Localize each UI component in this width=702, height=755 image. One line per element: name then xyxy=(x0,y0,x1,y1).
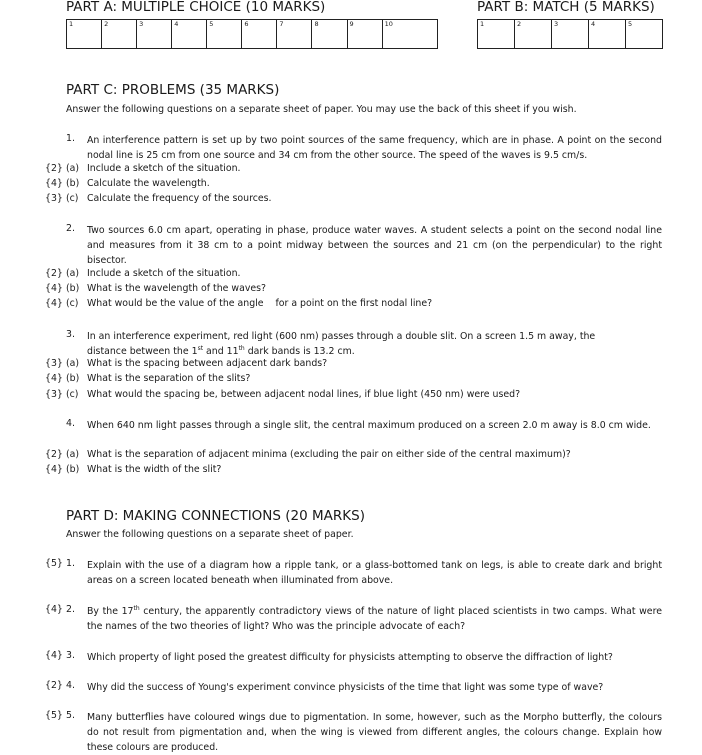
question-text-segment: distance between the 1 xyxy=(87,346,198,357)
question-text xyxy=(87,329,662,359)
marks-badge: {2} xyxy=(45,268,63,279)
answer-box[interactable]: 4 xyxy=(589,20,626,49)
marks-badge: {4} xyxy=(45,373,63,384)
answer-box[interactable]: 4 xyxy=(172,20,207,49)
question-text-segment: dark bands is 13.2 cm. xyxy=(244,346,355,357)
answer-box[interactable]: 3 xyxy=(552,20,589,49)
part-b-title: PART B: MATCH (5 MARKS) xyxy=(477,0,655,15)
sub-question-text: Include a sketch of the situation. xyxy=(87,163,241,174)
sub-question-text: What is the separation of the slits? xyxy=(87,373,251,384)
part-a-answer-grid xyxy=(66,19,438,49)
sub-letter: (b) xyxy=(66,464,80,475)
marks-badge: {2} xyxy=(45,680,63,691)
marks-badge: {4} xyxy=(45,464,63,475)
question-text-segment: By the 17 xyxy=(87,606,134,617)
question-number: 2. xyxy=(66,604,75,615)
sub-question-text: What is the spacing between adjacent dark bands? xyxy=(87,358,328,369)
part-c-q2-a xyxy=(0,268,702,283)
sub-letter: (a) xyxy=(66,449,80,460)
part-c-q3-c xyxy=(0,389,702,404)
answer-box[interactable]: 2 xyxy=(515,20,552,49)
sub-letter: (c) xyxy=(66,389,79,400)
question-text-segment: century, the apparently contradictory views of the nature of light placed scientists in two camps. What were the names of the two theories of light? Who was the principle advocate of each? xyxy=(87,606,662,632)
marks-badge: {5} xyxy=(45,558,63,569)
sub-question-text: Include a sketch of the situation. xyxy=(87,268,241,279)
marks-badge: {3} xyxy=(45,193,63,204)
answer-box[interactable]: 8 xyxy=(312,20,347,49)
superscript: th xyxy=(133,605,140,612)
question-text-line: In an interference experiment, red light (600 nm) passes through a double slit. On a screen 1.5 m away, the xyxy=(87,331,596,342)
part-d-title: PART D: MAKING CONNECTIONS (20 MARKS) xyxy=(66,508,365,524)
marks-badge: {4} xyxy=(45,650,63,661)
marks-badge: {3} xyxy=(45,389,63,400)
question-text xyxy=(87,604,662,634)
question-text: Which property of light posed the greatest difficulty for physicists attempting to observe the diffraction of light? xyxy=(87,652,613,663)
sub-question-text: Calculate the wavelength. xyxy=(87,178,210,189)
sub-question-text: What would be the value of the angle for a point on the first nodal line? xyxy=(87,298,433,309)
part-c-q3-b xyxy=(0,373,702,388)
marks-badge: {3} xyxy=(45,358,63,369)
sub-letter: (a) xyxy=(66,268,80,279)
part-c-q1-b xyxy=(0,178,702,193)
sub-letter: (c) xyxy=(66,298,79,309)
part-c-q4-b xyxy=(0,464,702,479)
part-c-q3-a xyxy=(0,358,702,373)
answer-box[interactable]: 1 xyxy=(67,20,102,49)
marks-badge: {4} xyxy=(45,283,63,294)
part-c-q2-b xyxy=(0,283,702,298)
sub-question-text: What is the wavelength of the waves? xyxy=(87,283,267,294)
part-c-q4-a xyxy=(0,449,702,464)
question-number: 5. xyxy=(66,710,75,721)
sub-question-text: What is the width of the slit? xyxy=(87,464,222,475)
question-text: Why did the success of Young's experiment convince physicists of the time that light was some type of wave? xyxy=(87,682,604,693)
marks-badge: {2} xyxy=(45,449,63,460)
question-number: 1. xyxy=(66,558,75,569)
answer-box[interactable]: 6 xyxy=(242,20,277,49)
part-d-instructions: Answer the following questions on a separate sheet of paper. xyxy=(66,529,354,540)
sub-letter: (b) xyxy=(66,373,80,384)
sub-letter: (a) xyxy=(66,358,80,369)
answer-box[interactable]: 10 xyxy=(382,20,437,49)
marks-badge: {4} xyxy=(45,604,63,615)
sub-question-text: Calculate the frequency of the sources. xyxy=(87,193,272,204)
part-b-answer-grid xyxy=(477,19,663,49)
part-c-q1-a xyxy=(0,163,702,178)
question-number: 1. xyxy=(66,133,75,144)
question-number: 4. xyxy=(66,680,75,691)
answer-box[interactable]: 5 xyxy=(207,20,242,49)
question-text-segment: and 11 xyxy=(203,346,239,357)
question-text: Many butterflies have coloured wings due to pigmentation. In some, however, such as the Morpho butterfly, the colours do not result from pigmentation and, when the wing is viewed from different angles, the colours change. Explain how these colours are produced. xyxy=(87,712,662,753)
superscript: st xyxy=(197,345,204,352)
part-a-title: PART A: MULTIPLE CHOICE (10 MARKS) xyxy=(66,0,326,15)
question-text: An interference pattern is set up by two point sources of the same frequency, which are in phase. A point on the second nodal line is 25 cm from one source and 34 cm from the other source. The speed of the waves is 9.5 cm/s. xyxy=(87,135,662,161)
marks-badge: {4} xyxy=(45,178,63,189)
part-c-q1-c xyxy=(0,193,702,208)
sub-question-text: What is the separation of adjacent minima (excluding the pair on either side of the central maximum)? xyxy=(87,449,571,460)
answer-box[interactable]: 2 xyxy=(102,20,137,49)
question-text: Explain with the use of a diagram how a ripple tank, or a glass-bottomed tank on legs, is able to create dark and bright areas on a screen located beneath when illuminated from above. xyxy=(87,560,662,586)
answer-box[interactable]: 9 xyxy=(347,20,382,49)
question-number: 4. xyxy=(66,418,75,429)
part-c-q2-c xyxy=(0,298,702,313)
question-number: 3. xyxy=(66,329,75,340)
part-c-title: PART C: PROBLEMS (35 MARKS) xyxy=(66,82,280,98)
marks-badge: {5} xyxy=(45,710,63,721)
answer-box[interactable]: 5 xyxy=(626,20,663,49)
question-number: 3. xyxy=(66,650,75,661)
question-number: 2. xyxy=(66,223,75,234)
answer-box[interactable]: 3 xyxy=(137,20,172,49)
sub-letter: (c) xyxy=(66,193,79,204)
question-text: Two sources 6.0 cm apart, operating in phase, produce water waves. A student selects a point on the second nodal line and measures from it 38 cm to a point midway between the sources and 21 cm (on the perpendicular) to the right bisector. xyxy=(87,225,662,266)
sub-letter: (b) xyxy=(66,283,80,294)
answer-box[interactable]: 7 xyxy=(277,20,312,49)
sub-question-text: What would the spacing be, between adjacent nodal lines, if blue light (450 nm) were used? xyxy=(87,389,521,400)
marks-badge: {2} xyxy=(45,163,63,174)
superscript: th xyxy=(238,345,245,352)
marks-badge: {4} xyxy=(45,298,63,309)
sub-letter: (b) xyxy=(66,178,80,189)
answer-box[interactable]: 1 xyxy=(478,20,515,49)
part-c-instructions: Answer the following questions on a separate sheet of paper. You may use the back of this sheet if you wish. xyxy=(66,104,577,115)
sub-letter: (a) xyxy=(66,163,80,174)
question-text: When 640 nm light passes through a single slit, the central maximum produced on a screen 2.0 m away is 8.0 cm wide. xyxy=(87,420,651,431)
